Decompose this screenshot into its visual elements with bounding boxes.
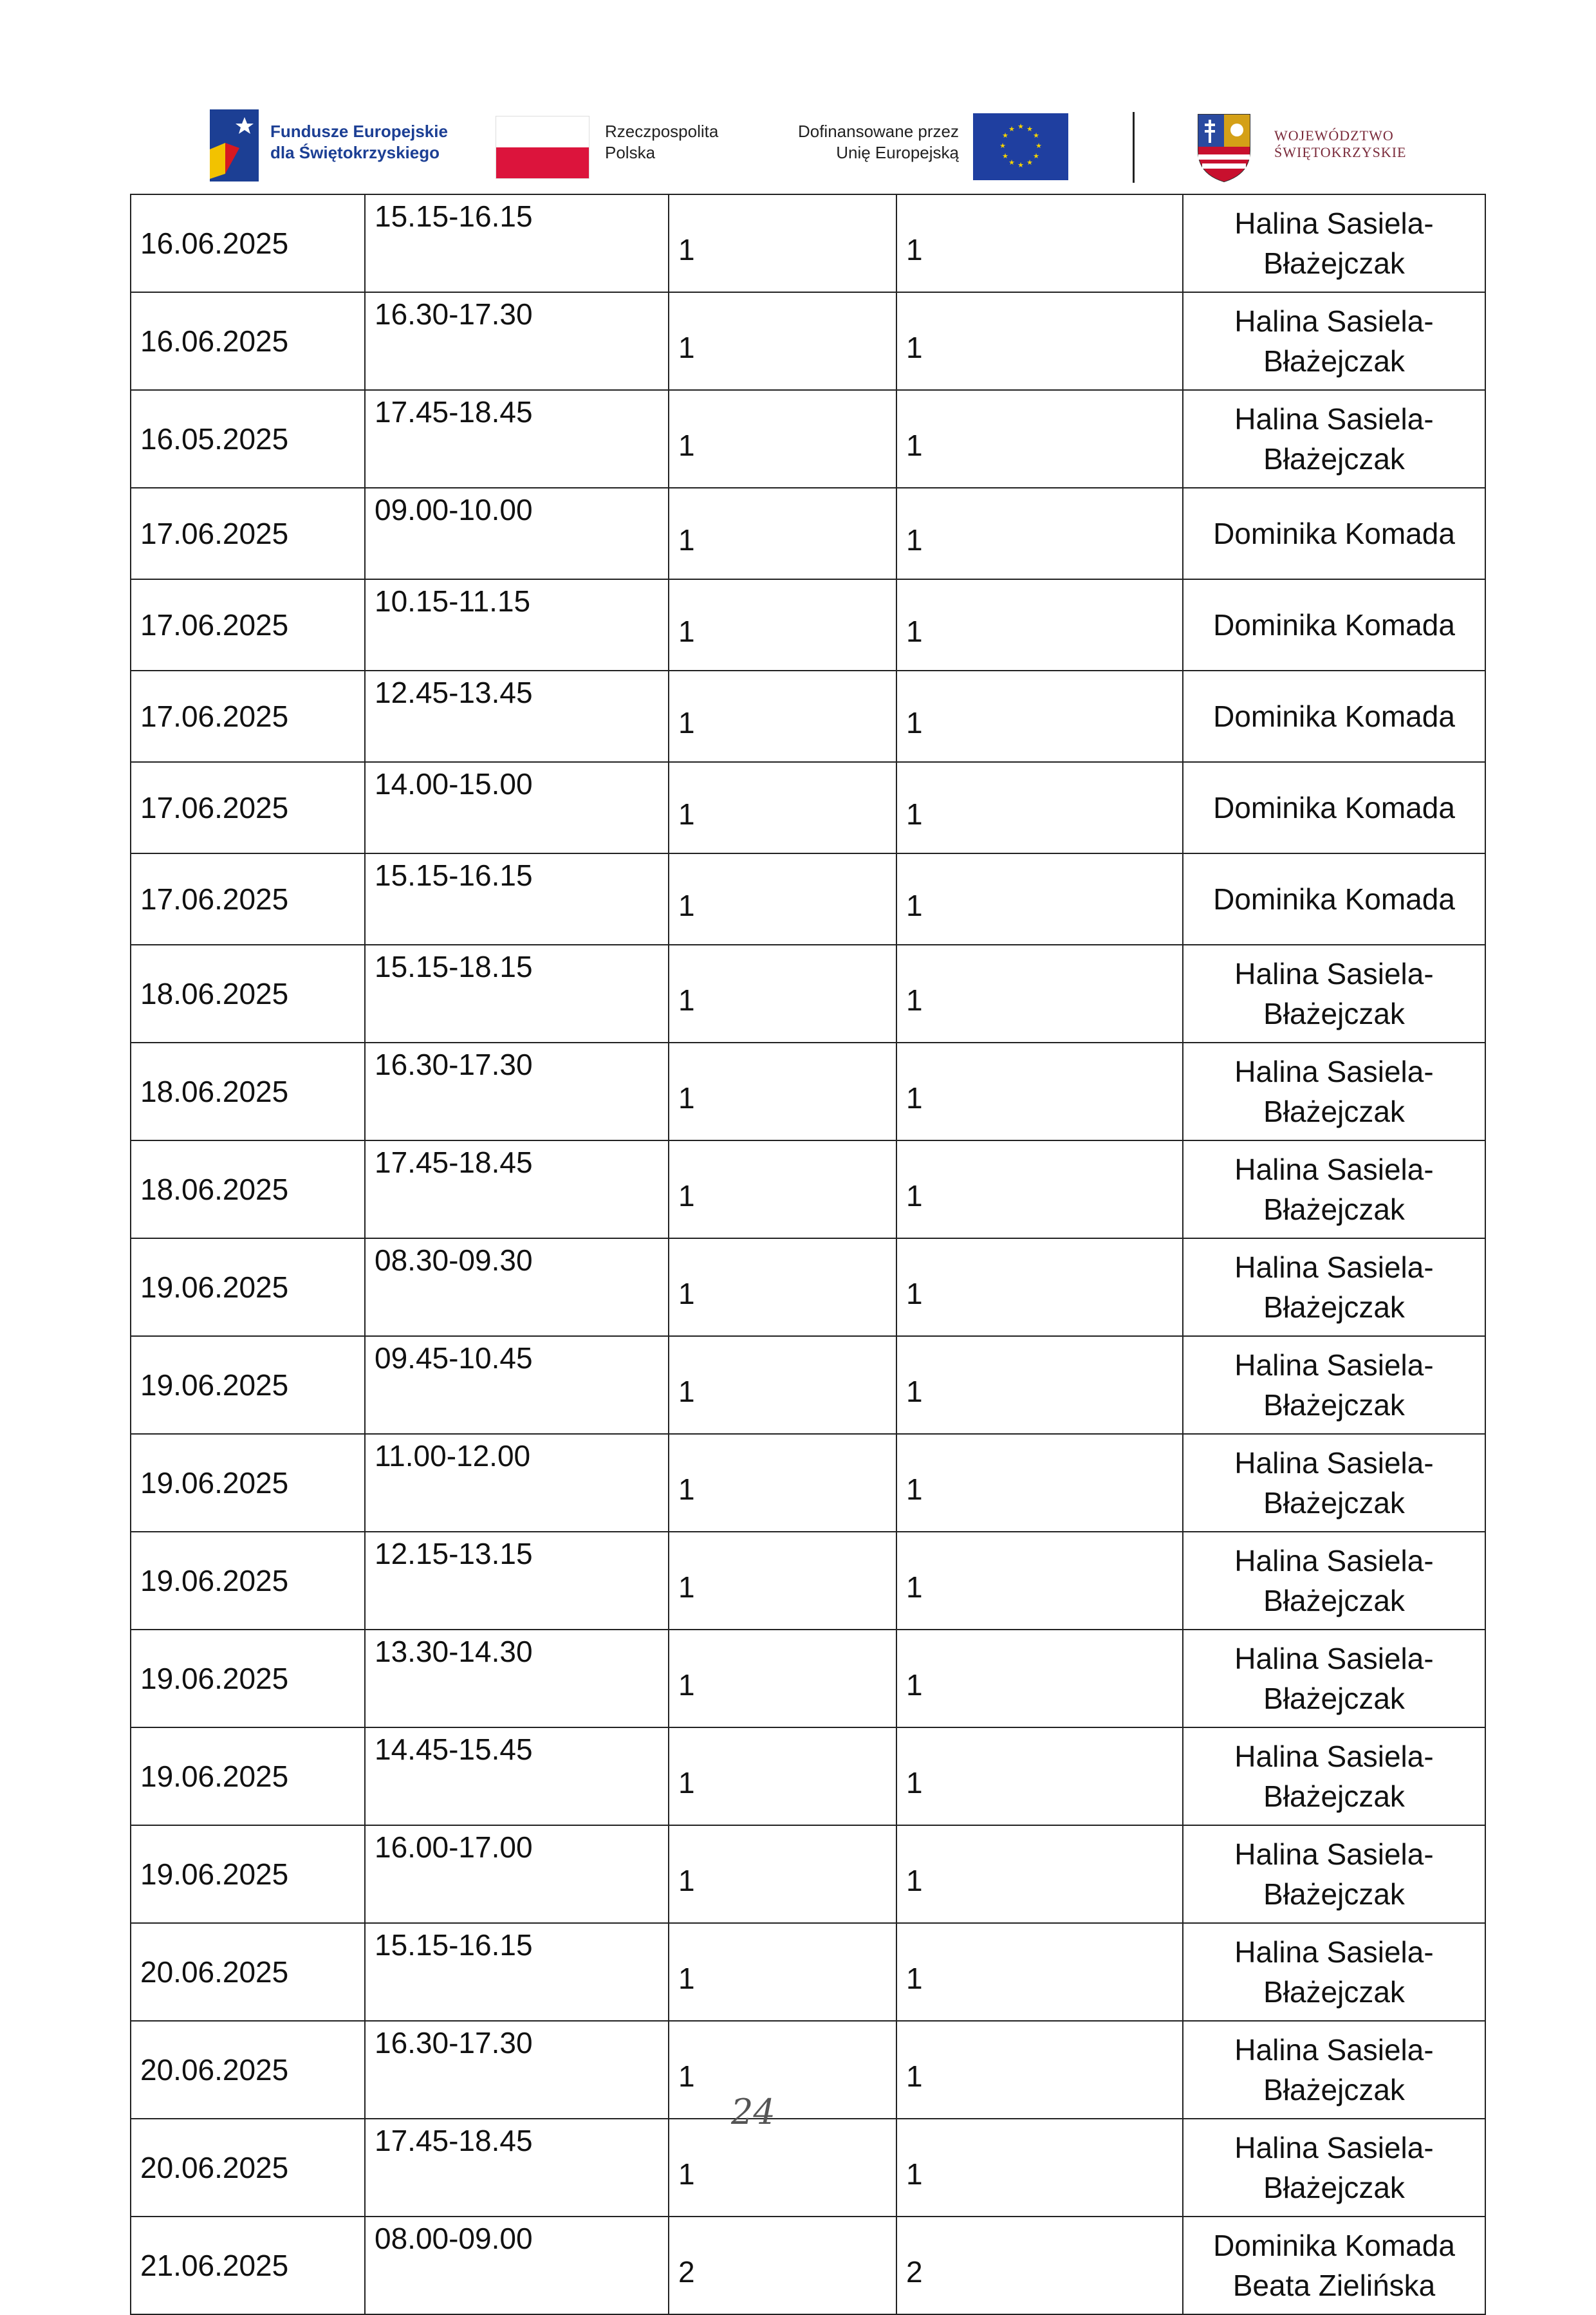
count-a-cell: 1 <box>669 390 896 488</box>
time-cell: 15.15-16.15 <box>365 1923 669 2021</box>
time-cell: 08.00-09.00 <box>365 2217 669 2314</box>
tutor-line2: Błażejczak <box>1263 246 1405 280</box>
date-cell: 18.06.2025 <box>131 945 365 1043</box>
svg-text:★: ★ <box>1002 131 1008 140</box>
time-cell: 17.45-18.45 <box>365 1140 669 1238</box>
time-cell: 16.30-17.30 <box>365 2021 669 2119</box>
count-b-cell: 1 <box>896 1336 1183 1434</box>
date-cell: 18.06.2025 <box>131 1140 365 1238</box>
time-cell: 08.30-09.30 <box>365 1238 669 1336</box>
time-cell: 17.45-18.45 <box>365 2119 669 2217</box>
table-row <box>131 671 1485 762</box>
tutor-cell <box>1183 1923 1485 2021</box>
date-cell: 16.06.2025 <box>131 292 365 390</box>
time-cell: 16.30-17.30 <box>365 292 669 390</box>
date-cell: 19.06.2025 <box>131 1727 365 1825</box>
tutor-cell <box>1183 194 1485 292</box>
count-a-cell: 1 <box>669 292 896 390</box>
tutor-line1: Halina Sasiela- <box>1234 1153 1434 1186</box>
count-a-cell: 1 <box>669 1238 896 1336</box>
tutor-line2: Błażejczak <box>1263 1486 1405 1520</box>
page-number: 24 <box>731 2092 775 2132</box>
time-cell: 16.30-17.30 <box>365 1043 669 1140</box>
count-b-cell: 1 <box>896 1727 1183 1825</box>
tutor-line1: Dominika Komada <box>1213 517 1455 550</box>
woj-line1: WOJEWÓDZTWO <box>1274 127 1394 144</box>
table-row <box>131 853 1485 945</box>
woj-line2: ŚWIĘTOKRZYSKIE <box>1274 144 1407 160</box>
tutor-line1: Halina Sasiela- <box>1234 957 1434 990</box>
date-cell: 21.06.2025 <box>131 2217 365 2314</box>
date-cell: 17.06.2025 <box>131 488 365 579</box>
count-b-cell: 1 <box>896 762 1183 853</box>
count-a-cell: 1 <box>669 1923 896 2021</box>
count-a-cell: 2 <box>669 2217 896 2314</box>
count-a-cell: 1 <box>669 1532 896 1630</box>
tutor-cell <box>1183 1043 1485 1140</box>
tutor-line1: Halina Sasiela- <box>1234 1055 1434 1088</box>
schedule-body <box>131 194 1485 2314</box>
tutor-line1: Halina Sasiela- <box>1234 2033 1434 2067</box>
swietokrzyskie-crest-icon <box>1196 112 1252 183</box>
fe-title-line1: Fundusze Europejskie <box>270 122 448 141</box>
table-row <box>131 488 1485 579</box>
schedule-table <box>130 194 1486 2315</box>
count-a-cell: 1 <box>669 1336 896 1434</box>
count-a-cell: 1 <box>669 945 896 1043</box>
count-b-cell: 1 <box>896 579 1183 671</box>
count-b-cell: 1 <box>896 1825 1183 1923</box>
tutor-line1: Dominika Komada <box>1213 700 1455 733</box>
tutor-line2: Błażejczak <box>1263 1388 1405 1422</box>
rp-line2: Polska <box>605 143 656 162</box>
table-row <box>131 1238 1485 1336</box>
tutor-line1: Dominika Komada <box>1213 882 1455 916</box>
date-cell: 17.06.2025 <box>131 671 365 762</box>
tutor-line1: Halina Sasiela- <box>1234 207 1434 240</box>
table-row <box>131 1140 1485 1238</box>
tutor-cell <box>1183 390 1485 488</box>
tutor-line1: Halina Sasiela- <box>1234 2131 1434 2164</box>
count-b-cell: 1 <box>896 1140 1183 1238</box>
tutor-cell <box>1183 2119 1485 2217</box>
fe-title <box>270 121 448 163</box>
tutor-line1: Halina Sasiela- <box>1234 304 1434 338</box>
tutor-line1: Halina Sasiela- <box>1234 1544 1434 1577</box>
table-row <box>131 1434 1485 1532</box>
tutor-cell <box>1183 1630 1485 1727</box>
tutor-line1: Halina Sasiela- <box>1234 1642 1434 1675</box>
date-cell: 16.05.2025 <box>131 390 365 488</box>
rp-title <box>605 121 718 163</box>
count-a-cell: 1 <box>669 853 896 945</box>
count-b-cell: 1 <box>896 2119 1183 2217</box>
svg-text:★: ★ <box>1033 131 1039 140</box>
table-row <box>131 1727 1485 1825</box>
date-cell: 17.06.2025 <box>131 762 365 853</box>
fe-emblem-icon <box>206 103 263 187</box>
logo-separator <box>1133 112 1135 183</box>
svg-text:★: ★ <box>1033 152 1039 160</box>
tutor-line2: Beata Zielińska <box>1232 2269 1436 2302</box>
time-cell: 09.45-10.45 <box>365 1336 669 1434</box>
tutor-cell <box>1183 853 1485 945</box>
date-cell: 20.06.2025 <box>131 2119 365 2217</box>
tutor-line2: Błażejczak <box>1263 2073 1405 2106</box>
count-a-cell: 1 <box>669 1140 896 1238</box>
count-a-cell: 1 <box>669 2021 896 2119</box>
table-row <box>131 292 1485 390</box>
svg-text:★: ★ <box>999 142 1006 150</box>
tutor-line2: Błażejczak <box>1263 1095 1405 1128</box>
woj-title <box>1274 127 1406 161</box>
date-cell: 20.06.2025 <box>131 1923 365 2021</box>
rp-line1: Rzeczpospolita <box>605 122 719 141</box>
tutor-line2: Błażejczak <box>1263 1877 1405 1911</box>
svg-text:★: ★ <box>1017 161 1024 169</box>
tutor-line1: Halina Sasiela- <box>1234 1446 1434 1480</box>
date-cell: 19.06.2025 <box>131 1336 365 1434</box>
date-cell: 19.06.2025 <box>131 1434 365 1532</box>
count-a-cell: 1 <box>669 579 896 671</box>
table-row <box>131 1336 1485 1434</box>
time-cell: 16.00-17.00 <box>365 1825 669 1923</box>
date-cell: 19.06.2025 <box>131 1532 365 1630</box>
time-cell: 11.00-12.00 <box>365 1434 669 1532</box>
table-row <box>131 579 1485 671</box>
tutor-line2: Błażejczak <box>1263 1975 1405 2009</box>
tutor-line1: Dominika Komada <box>1213 2229 1455 2262</box>
svg-text:★: ★ <box>1002 152 1008 160</box>
tutor-line2: Błażejczak <box>1263 2171 1405 2204</box>
count-a-cell: 1 <box>669 1630 896 1727</box>
eu-flag-icon <box>973 113 1068 180</box>
count-b-cell: 1 <box>896 488 1183 579</box>
count-b-cell: 1 <box>896 853 1183 945</box>
tutor-line2: Błażejczak <box>1263 1780 1405 1813</box>
date-cell: 19.06.2025 <box>131 1630 365 1727</box>
ue-title <box>772 121 959 163</box>
tutor-cell <box>1183 488 1485 579</box>
tutor-cell <box>1183 1727 1485 1825</box>
time-cell: 15.15-16.15 <box>365 853 669 945</box>
tutor-cell <box>1183 762 1485 853</box>
date-cell: 17.06.2025 <box>131 579 365 671</box>
svg-text:★: ★ <box>1008 125 1015 133</box>
polish-flag-icon <box>496 116 589 179</box>
tutor-line2: Błażejczak <box>1263 442 1405 476</box>
count-a-cell: 1 <box>669 1043 896 1140</box>
count-b-cell: 1 <box>896 671 1183 762</box>
table-row <box>131 1630 1485 1727</box>
count-a-cell: 1 <box>669 2119 896 2217</box>
tutor-cell <box>1183 945 1485 1043</box>
tutor-line2: Błażejczak <box>1263 1193 1405 1226</box>
tutor-line1: Halina Sasiela- <box>1234 1740 1434 1773</box>
time-cell: 10.15-11.15 <box>365 579 669 671</box>
count-a-cell: 1 <box>669 1825 896 1923</box>
tutor-line1: Halina Sasiela- <box>1234 1935 1434 1969</box>
tutor-line2: Błażejczak <box>1263 344 1405 378</box>
table-row <box>131 2021 1485 2119</box>
tutor-cell <box>1183 2217 1485 2314</box>
fundusze-europejskie-logo <box>206 103 476 187</box>
table-row <box>131 1043 1485 1140</box>
time-cell: 14.45-15.45 <box>365 1727 669 1825</box>
table-row <box>131 194 1485 292</box>
date-cell: 17.06.2025 <box>131 853 365 945</box>
time-cell: 12.45-13.45 <box>365 671 669 762</box>
count-a-cell: 1 <box>669 194 896 292</box>
date-cell: 16.06.2025 <box>131 194 365 292</box>
ue-line1: Dofinansowane przez <box>797 122 959 141</box>
tutor-line2: Błażejczak <box>1263 1682 1405 1715</box>
tutor-cell <box>1183 292 1485 390</box>
count-a-cell: 1 <box>669 762 896 853</box>
date-cell: 19.06.2025 <box>131 1238 365 1336</box>
count-b-cell: 1 <box>896 1532 1183 1630</box>
tutor-line1: Halina Sasiela- <box>1234 402 1434 436</box>
count-b-cell: 1 <box>896 1238 1183 1336</box>
count-b-cell: 1 <box>896 292 1183 390</box>
date-cell: 18.06.2025 <box>131 1043 365 1140</box>
count-a-cell: 1 <box>669 671 896 762</box>
count-b-cell: 1 <box>896 1043 1183 1140</box>
svg-text:★: ★ <box>1026 125 1033 133</box>
tutor-cell <box>1183 1336 1485 1434</box>
tutor-line1: Halina Sasiela- <box>1234 1837 1434 1871</box>
tutor-cell <box>1183 1140 1485 1238</box>
count-b-cell: 2 <box>896 2217 1183 2314</box>
tutor-line2: Błażejczak <box>1263 1584 1405 1617</box>
count-a-cell: 1 <box>669 1434 896 1532</box>
svg-text:★: ★ <box>1035 142 1042 150</box>
tutor-line1: Halina Sasiela- <box>1234 1348 1434 1382</box>
time-cell: 17.45-18.45 <box>365 390 669 488</box>
table-row <box>131 2119 1485 2217</box>
count-b-cell: 1 <box>896 194 1183 292</box>
fe-title-line2: dla Świętokrzyskiego <box>270 143 440 162</box>
count-b-cell: 1 <box>896 1630 1183 1727</box>
time-cell: 13.30-14.30 <box>365 1630 669 1727</box>
count-b-cell: 1 <box>896 390 1183 488</box>
tutor-cell <box>1183 579 1485 671</box>
tutor-line1: Halina Sasiela- <box>1234 1250 1434 1284</box>
date-cell: 20.06.2025 <box>131 2021 365 2119</box>
table-row <box>131 1532 1485 1630</box>
tutor-cell <box>1183 671 1485 762</box>
ue-line2: Unię Europejską <box>836 143 959 162</box>
table-row <box>131 390 1485 488</box>
time-cell: 09.00-10.00 <box>365 488 669 579</box>
time-cell: 15.15-16.15 <box>365 194 669 292</box>
time-cell: 12.15-13.15 <box>365 1532 669 1630</box>
count-b-cell: 1 <box>896 2021 1183 2119</box>
count-b-cell: 1 <box>896 1923 1183 2021</box>
table-row <box>131 2217 1485 2314</box>
tutor-cell <box>1183 1434 1485 1532</box>
tutor-line1: Dominika Komada <box>1213 791 1455 824</box>
count-a-cell: 1 <box>669 1727 896 1825</box>
table-row <box>131 1825 1485 1923</box>
table-row <box>131 945 1485 1043</box>
time-cell: 15.15-18.15 <box>365 945 669 1043</box>
count-a-cell: 1 <box>669 488 896 579</box>
tutor-line2: Błażejczak <box>1263 997 1405 1030</box>
table-row <box>131 762 1485 853</box>
tutor-cell <box>1183 1825 1485 1923</box>
tutor-line1: Dominika Komada <box>1213 608 1455 642</box>
count-b-cell: 1 <box>896 945 1183 1043</box>
svg-text:★: ★ <box>1008 158 1015 167</box>
svg-text:★: ★ <box>1026 158 1033 167</box>
logo-strip <box>206 103 1407 187</box>
tutor-cell <box>1183 1238 1485 1336</box>
tutor-cell <box>1183 1532 1485 1630</box>
tutor-cell <box>1183 2021 1485 2119</box>
count-b-cell: 1 <box>896 1434 1183 1532</box>
table-row <box>131 1923 1485 2021</box>
svg-text:★: ★ <box>1017 122 1024 131</box>
tutor-line2: Błażejczak <box>1263 1290 1405 1324</box>
date-cell: 19.06.2025 <box>131 1825 365 1923</box>
time-cell: 14.00-15.00 <box>365 762 669 853</box>
